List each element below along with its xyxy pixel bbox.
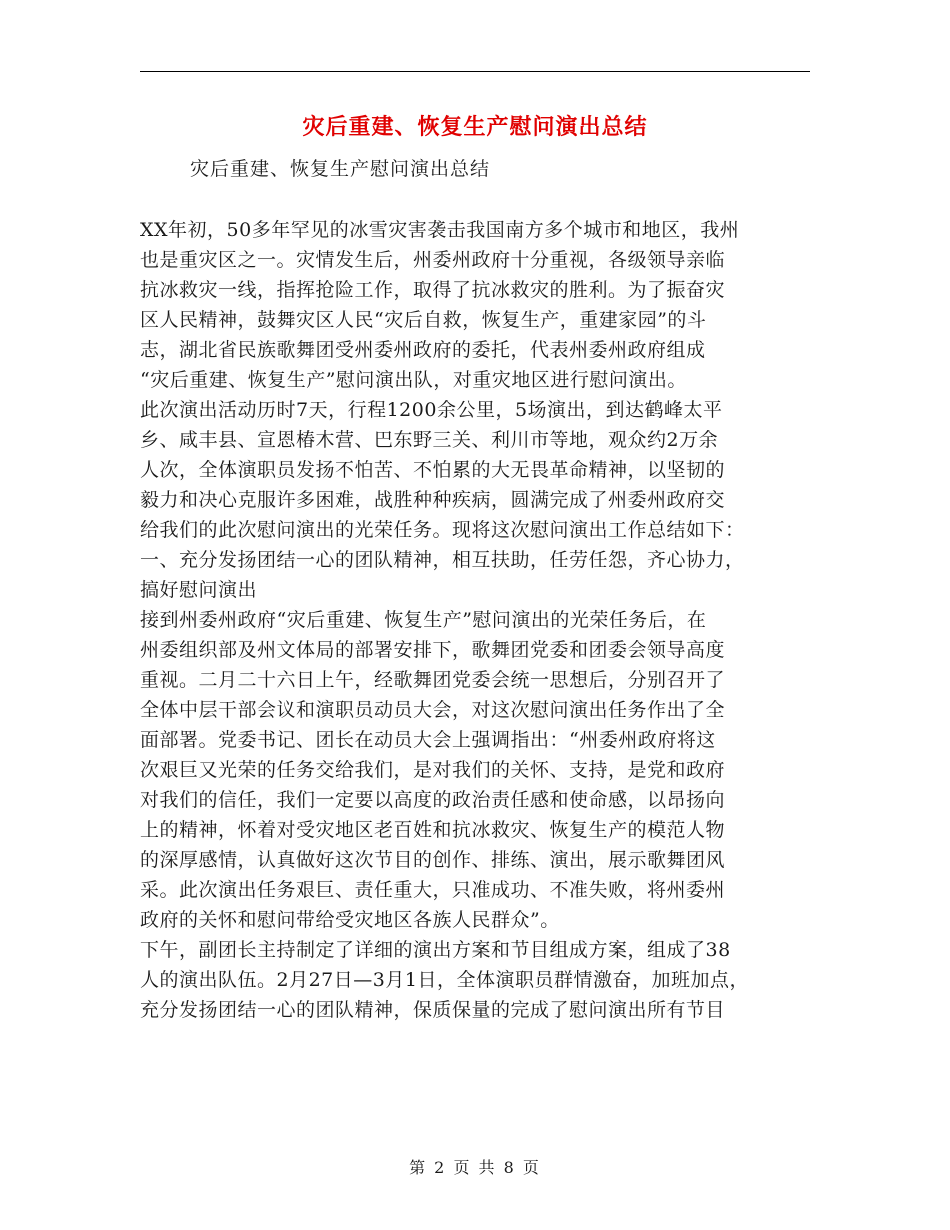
page-number-footer: 第 2 页 共 8 页 bbox=[409, 1158, 541, 1177]
section-heading-line: 搞好慰问演出 bbox=[140, 579, 258, 601]
body-line: 全体中层干部会议和演职员动员大会，对这次慰问演出任务作出了全 bbox=[140, 699, 726, 721]
section-heading-line: 一、充分发扬团结一心的团队精神，相互扶助，任劳任怨，齐心协力， bbox=[140, 549, 745, 571]
body-line: 下午，副团长主持制定了详细的演出方案和节目组成方案，组成了38 bbox=[140, 939, 731, 961]
body-line: 抗冰救灾一线，指挥抢险工作，取得了抗冰救灾的胜利。为了振奋灾 bbox=[140, 279, 726, 301]
body-line: 也是重灾区之一。灾情发生后，州委州政府十分重视，各级领导亲临 bbox=[140, 249, 726, 271]
body-line: 人次，全体演职员发扬不怕苦、不怕累的大无畏革命精神，以坚韧的 bbox=[140, 459, 726, 481]
body-line: 重视。二月二十六日上午，经歌舞团党委会统一思想后，分别召开了 bbox=[140, 669, 726, 691]
body-line: 充分发扬团结一心的团队精神，保质保量的完成了慰问演出所有节目 bbox=[140, 999, 726, 1021]
body-line: 给我们的此次慰问演出的光荣任务。现将这次慰问演出工作总结如下： bbox=[140, 519, 745, 541]
document-title: 灾后重建、恢复生产慰问演出总结 bbox=[302, 114, 648, 140]
body-line: 次艰巨又光荣的任务交给我们，是对我们的关怀、支持，是党和政府 bbox=[140, 759, 726, 781]
body-line: 此次演出活动历时7天，行程1200余公里，5场演出，到达鹤峰太平 bbox=[140, 399, 723, 421]
body-line: 面部署。党委书记、团长在动员大会上强调指出：“州委州政府将这 bbox=[140, 729, 716, 751]
body-line: 政府的关怀和慰问带给受灾地区各族人民群众”。 bbox=[140, 909, 560, 931]
body-line: 志，湖北省民族歌舞团受州委州政府的委托，代表州委州政府组成 bbox=[140, 339, 706, 361]
body-line: 州委组织部及州文体局的部署安排下，歌舞团党委和团委会领导高度 bbox=[140, 639, 726, 661]
body-line: 采。此次演出任务艰巨、责任重大，只准成功、不准失败，将州委州 bbox=[140, 879, 726, 901]
body-line: 接到州委州政府“灾后重建、恢复生产”慰问演出的光荣任务后，在 bbox=[140, 609, 707, 631]
body-line: 乡、咸丰县、宣恩椿木营、巴东野三关、利川市等地，观众约2万余 bbox=[140, 429, 719, 451]
document-subtitle: 灾后重建、恢复生产慰问演出总结 bbox=[190, 158, 491, 180]
body-line: 上的精神，怀着对受灾地区老百姓和抗冰救灾、恢复生产的模范人物 bbox=[140, 819, 726, 841]
body-line: 人的演出队伍。2月27日—3月1日，全体演职员群情激奋，加班加点， bbox=[140, 969, 749, 991]
body-line: 对我们的信任，我们一定要以高度的政治责任感和使命感，以昂扬向 bbox=[140, 789, 726, 811]
body-line: XX年初，50多年罕见的冰雪灾害袭击我国南方多个城市和地区，我州 bbox=[140, 219, 740, 241]
body-line: 毅力和决心克服许多困难，战胜种种疾病，圆满完成了州委州政府交 bbox=[140, 489, 726, 511]
body-line: 区人民精神，鼓舞灾区人民“灾后自救，恢复生产，重建家园”的斗 bbox=[140, 309, 707, 331]
header-rule bbox=[140, 71, 810, 72]
body-line: 的深厚感情，认真做好这次节目的创作、排练、演出，展示歌舞团风 bbox=[140, 849, 726, 871]
body-line: “灾后重建、恢复生产”慰问演出队，对重灾地区进行慰问演出。 bbox=[140, 369, 687, 391]
document-body bbox=[140, 215, 830, 1025]
